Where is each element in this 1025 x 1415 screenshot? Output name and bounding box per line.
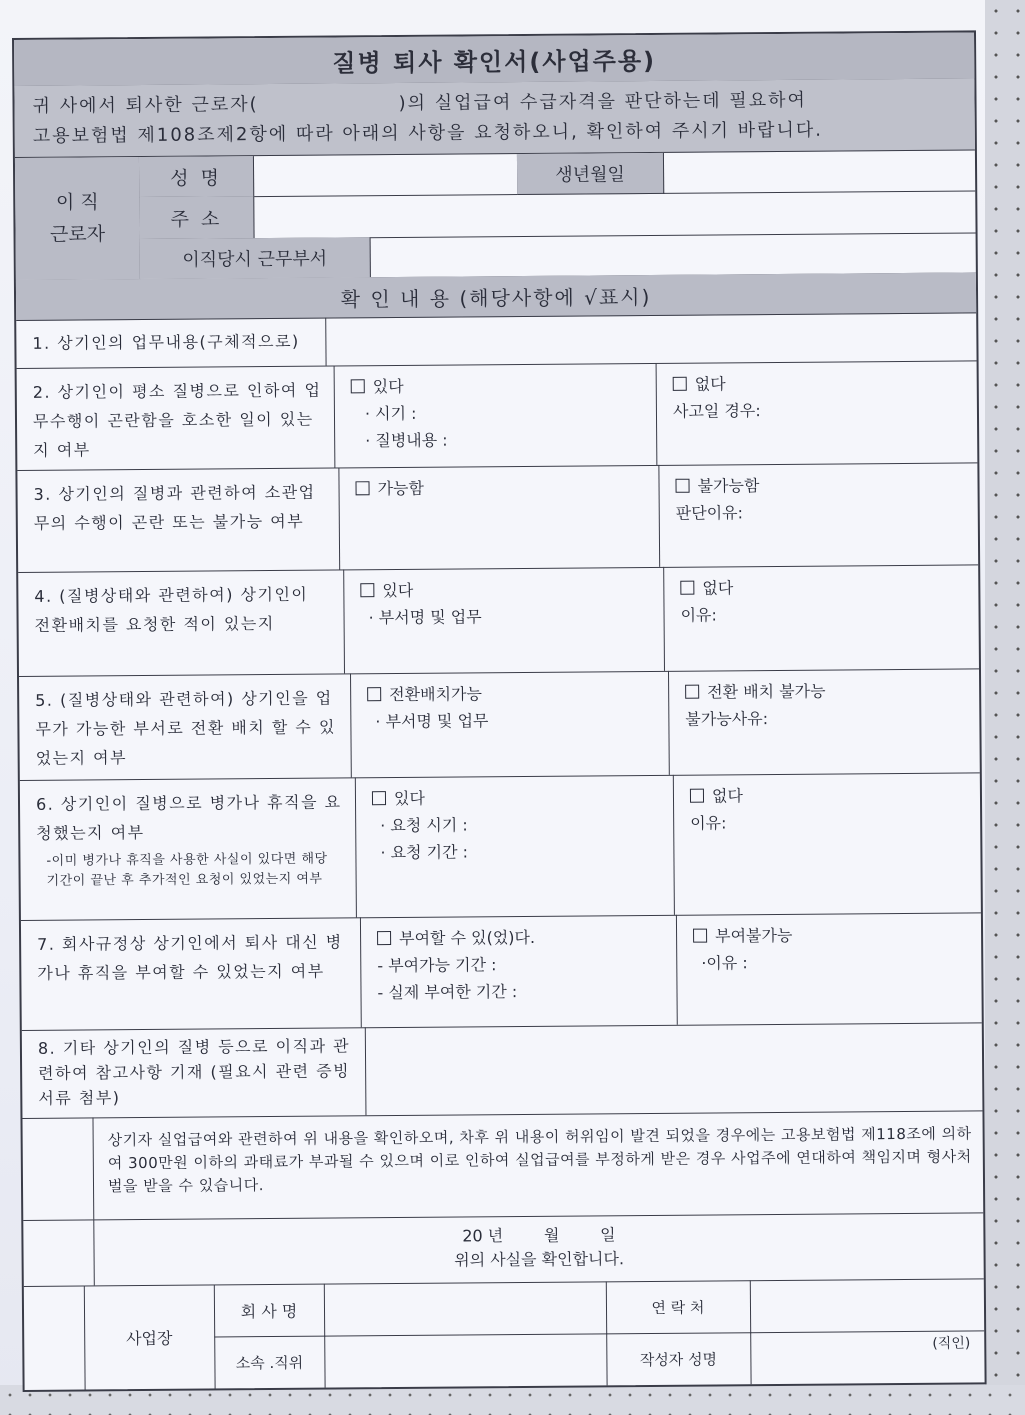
item-4-yes-label: 있다 [382, 580, 414, 601]
item-6-yes-label: 있다 [393, 788, 425, 809]
item-3-no-cell [659, 462, 978, 566]
item-7-yes-label: 부여할 수 있(었)다. [399, 927, 536, 948]
item-4-question-text: 4. (질병상태와 관련하여) 상기인이 전환배치를 요청한 적이 있는지 [34, 584, 309, 635]
item-5-no-cell [669, 668, 980, 774]
item-3-question [17, 467, 340, 572]
item-5-question-text: 5. (질병상태와 관련하여) 상기인을 업무가 가능한 부서로 전환 배치 할 수 있었는지 여부 [35, 688, 336, 768]
item-8-question-text: 8. 기타 상기인의 질병 등으로 이직과 관련하여 참고사항 기재 (필요시 관련 증빙서류 첨부) [37, 1036, 351, 1108]
form-title: 질병 퇴사 확인서(사업주용) [14, 32, 974, 87]
date-row [23, 1212, 983, 1287]
item-6-no-checkbox[interactable] [690, 789, 704, 803]
item-2-no-checkbox[interactable] [673, 377, 687, 391]
item-6-no-label: 없다 [711, 786, 743, 806]
dept-label: 이직당시 근무부서 [140, 237, 371, 279]
worker-group-label-1: 이 직 [55, 191, 99, 214]
intro-line1-a: 귀 사에서 퇴사한 근로자( [32, 94, 259, 117]
seal-text: (직인) [932, 1335, 971, 1352]
item-3-yes-label: 가능함 [377, 478, 424, 499]
item-2-no-label: 없다 [694, 374, 726, 394]
item-4-question [18, 569, 345, 676]
item-5-question [19, 673, 352, 780]
item-7-yes-checkbox[interactable] [377, 931, 391, 945]
name-label: 성 명 [139, 156, 254, 198]
item-7-no-checkbox[interactable] [693, 929, 707, 943]
item-2-yes-line-2: · 질병내용 : [365, 430, 448, 451]
intro-line2: 고용보험법 제108조제2항에 따라 아래의 사항을 요청하오니, 확인하여 주시기 바랍니다. [32, 119, 824, 147]
address-label: 주 소 [139, 196, 254, 240]
item-7-question [21, 917, 362, 1030]
item-7-row [21, 912, 982, 1031]
item-7-yes-line-2: - 실제 부여한 기간 : [377, 982, 518, 1003]
item-1-row [16, 312, 976, 369]
company-label: 회 사 명 [214, 1284, 325, 1338]
item-6-yes-checkbox[interactable] [372, 791, 386, 805]
item-7-no-label: 부여불가능 [714, 925, 793, 946]
item-2-no-line-1: 사고일 경우: [672, 401, 761, 421]
item-4-no-checkbox[interactable] [680, 581, 694, 595]
item-4-yes-checkbox[interactable] [360, 583, 374, 597]
intro-line1-b: )의 실업급여 수급자격을 판단하는데 필요하여 [398, 89, 807, 114]
item-4-yes-cell [344, 567, 665, 674]
item-7-yes-line-1: - 부여가능 기간 : [377, 955, 497, 976]
item-3-no-label: 불가능함 [697, 476, 760, 496]
item-4-row [18, 564, 979, 677]
item-6-yes-line-1: · 요청 시기 : [380, 815, 468, 836]
confirm-header: 확 인 내 용 (해당사항에 √표시) [16, 272, 976, 321]
item-5-no-checkbox[interactable] [685, 685, 699, 699]
writer-field[interactable] [750, 1330, 984, 1384]
date-month: 월 [543, 1225, 560, 1245]
business-left-margin [24, 1285, 86, 1389]
item-1-question-text: 1. 상기인의 업무내용(구체적으로) [32, 331, 300, 353]
item-5-no-label: 전환 배치 불가능 [707, 681, 826, 702]
item-8-row [22, 1022, 983, 1119]
item-3-yes-checkbox[interactable] [355, 481, 369, 495]
position-label: 소속 .직위 [214, 1336, 325, 1389]
item-3-row [17, 462, 978, 573]
birth-field[interactable] [663, 150, 975, 193]
worker-section [15, 150, 976, 281]
item-3-no-checkbox[interactable] [675, 479, 689, 493]
intro-text [14, 78, 975, 158]
item-4-yes-line-1: · 부서명 및 업무 [368, 607, 482, 628]
contact-field[interactable] [750, 1278, 984, 1333]
worker-group-label [15, 157, 141, 280]
item-8-question [22, 1027, 367, 1118]
item-2-row [17, 360, 978, 471]
address-field[interactable] [253, 190, 975, 239]
item-5-yes-line-1: · 부서명 및 업무 [375, 711, 489, 732]
name-field[interactable] [253, 154, 518, 197]
item-3-yes-cell [339, 465, 660, 570]
item-2-question-text: 2. 상기인이 평소 질병으로 인하여 업무수행이 곤란함을 호소한 일이 있는지 여부 [32, 380, 322, 460]
item-7-no-line-1: ·이유 : [701, 953, 748, 973]
item-4-no-cell [664, 564, 979, 670]
item-5-yes-cell [351, 671, 670, 777]
contact-label: 연 락 처 [606, 1280, 751, 1334]
date-block [93, 1212, 983, 1285]
item-2-no-cell [657, 360, 978, 465]
item-6-yes-cell [356, 775, 675, 917]
item-3-no-line-1: 판단이유: [675, 503, 744, 523]
item-3-question-text: 3. 상기인의 질병과 관련하여 소관업무의 수행이 곤란 또는 불가능 여부 [33, 482, 316, 533]
business-section [24, 1278, 985, 1390]
item-7-question-text: 7. 회사규정상 상기인에서 퇴사 대신 병가나 휴직을 부여할 수 있었는지 여부 [37, 932, 343, 983]
background-fabric [985, 0, 1025, 1415]
dept-field[interactable] [370, 232, 976, 277]
item-7-yes-cell [361, 915, 678, 1027]
company-field[interactable] [324, 1281, 607, 1336]
item-6-no-line-1: 이유: [690, 813, 727, 833]
item-2-yes-line-1: · 시기 : [364, 403, 417, 424]
item-5-no-line-1: 불가능사유: [685, 709, 769, 729]
date-confirm: 위의 사실을 확인합니다. [454, 1249, 625, 1270]
item-2-yes-label: 있다 [372, 376, 404, 397]
birth-label: 생년월일 [517, 153, 664, 195]
item-6-no-cell [674, 772, 981, 914]
item-6-question [20, 777, 357, 920]
writer-label: 작성자 성명 [606, 1332, 751, 1385]
notice-text: 상기자 실업급여와 관련하여 위 내용을 확인하오며, 차후 위 내용이 허위임이 발견 되었을 경우에는 고용보험법 제118조에 의하여 300만원 이하의 과태료가 부과될 수 있으며 이로 인하여 실업급여를 부정하게 받은 경우 사업주에 연대하여 책임지며 형사처벌을 받을 수 있습니다. [92, 1110, 983, 1219]
item-6-yes-line-2: · 요청 기간 : [380, 842, 469, 863]
item-4-no-label: 없다 [702, 578, 734, 598]
item-4-no-line-1: 이유: [680, 605, 717, 625]
worker-group-label-2: 근로자 [49, 223, 106, 246]
item-2-yes-checkbox[interactable] [351, 379, 365, 393]
item-6-question-text: 6. 상기인이 질병으로 병가나 휴직을 요청했는지 여부 [35, 792, 342, 843]
item-5-yes-checkbox[interactable] [367, 687, 381, 701]
form-sheet [12, 30, 987, 1392]
item-5-yes-label: 전환배치가능 [389, 684, 482, 705]
date-year: 20 년 [462, 1226, 504, 1246]
item-5-row [19, 668, 980, 781]
item-2-question [17, 365, 336, 469]
notice-row [22, 1110, 983, 1221]
item-6-row [20, 772, 981, 921]
position-field[interactable] [324, 1333, 607, 1387]
item-1-question [16, 318, 326, 368]
item-6-note: -이미 병가나 휴직을 사용한 사실이 있다면 해당 기간이 끝난 후 추가적인 요청이 있었는지 여부 [46, 851, 328, 889]
item-1-answer-field[interactable] [326, 312, 976, 365]
date-day: 일 [599, 1225, 616, 1245]
business-label: 사업장 [84, 1284, 216, 1389]
item-7-no-cell [677, 912, 982, 1024]
item-2-yes-cell [335, 363, 658, 468]
item-8-answer-field[interactable] [366, 1022, 983, 1115]
worker-name-blank[interactable] [259, 109, 399, 110]
